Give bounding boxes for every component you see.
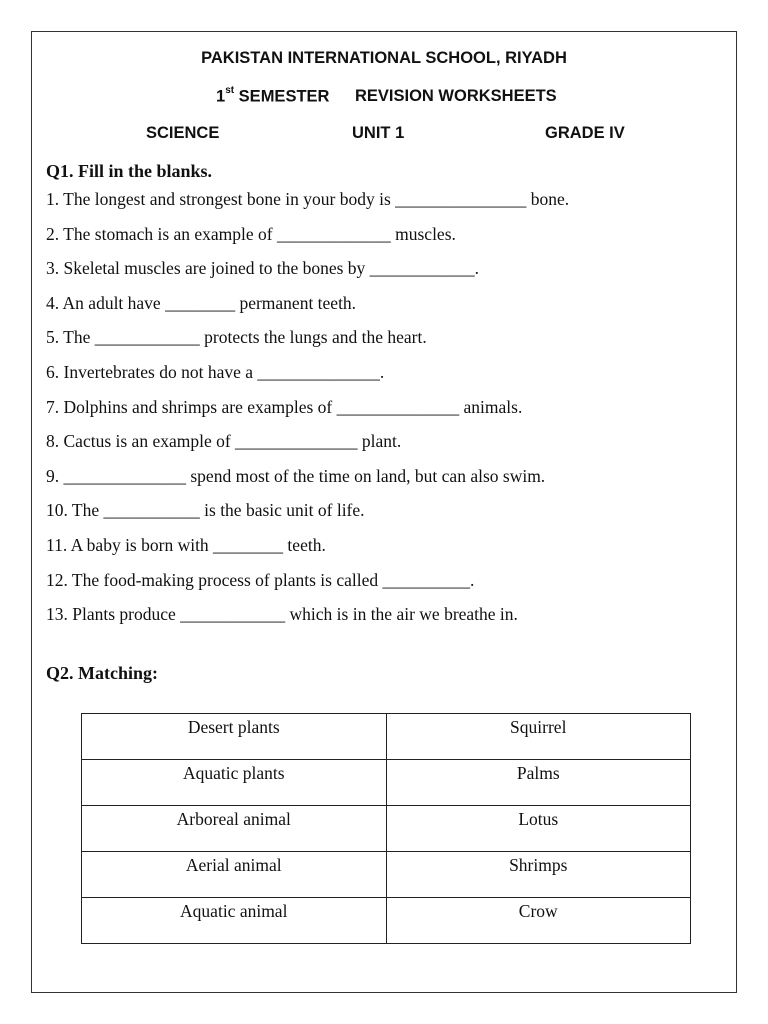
semester-label: 1st SEMESTER xyxy=(216,85,330,106)
list-item: 5. The ____________ protects the lungs and the heart. xyxy=(46,327,427,348)
grade-label: GRADE IV xyxy=(545,124,625,142)
list-item: 9. ______________ spend most of the time on land, but can also swim. xyxy=(46,465,546,486)
list-item: 3. Skeletal muscles are joined to the bones by ____________. xyxy=(46,258,480,279)
table-cell-right: Shrimps xyxy=(386,852,691,898)
matching-table xyxy=(81,713,691,944)
list-item: 11. A baby is born with ________ teeth. xyxy=(46,534,326,555)
school-name: PAKISTAN INTERNATIONAL SCHOOL, RIYADH xyxy=(201,49,567,67)
table-cell-left: Aquatic plants xyxy=(82,760,387,806)
unit-label: UNIT 1 xyxy=(352,124,405,142)
table-cell-right: Palms xyxy=(386,760,691,806)
list-item: 10. The ___________ is the basic unit of life. xyxy=(46,500,365,521)
list-item: 6. Invertebrates do not have a ______________. xyxy=(46,361,385,382)
fill-in-blanks-list xyxy=(46,188,569,638)
table-row xyxy=(82,852,691,898)
worksheet-title: REVISION WORKSHEETS xyxy=(355,87,557,105)
table-row xyxy=(82,760,691,806)
table-cell-left: Aerial animal xyxy=(82,852,387,898)
table-cell-left: Aquatic animal xyxy=(82,898,387,944)
list-item: 13. Plants produce ____________ which is in the air we breathe in. xyxy=(46,604,518,625)
table-cell-right: Crow xyxy=(386,898,691,944)
table-row xyxy=(82,714,691,760)
list-item: 7. Dolphins and shrimps are examples of ______________ animals. xyxy=(46,396,523,417)
table-cell-right: Lotus xyxy=(386,806,691,852)
list-item: 2. The stomach is an example of _____________ muscles. xyxy=(46,223,456,244)
list-item: 1. The longest and strongest bone in your body is _______________ bone. xyxy=(46,189,570,209)
table-cell-right: Squirrel xyxy=(386,714,691,760)
table-cell-left: Desert plants xyxy=(82,714,387,760)
q1-title: Q1. Fill in the blanks. xyxy=(46,161,213,181)
q2-title: Q2. Matching: xyxy=(46,663,158,683)
table-row xyxy=(82,806,691,852)
subject-label: SCIENCE xyxy=(146,124,220,142)
list-item: 4. An adult have ________ permanent teeth. xyxy=(46,292,357,313)
list-item: 8. Cactus is an example of ______________ plant. xyxy=(46,431,402,452)
list-item: 12. The food-making process of plants is called __________. xyxy=(46,569,475,590)
table-row xyxy=(82,898,691,944)
table-cell-left: Arboreal animal xyxy=(82,806,387,852)
